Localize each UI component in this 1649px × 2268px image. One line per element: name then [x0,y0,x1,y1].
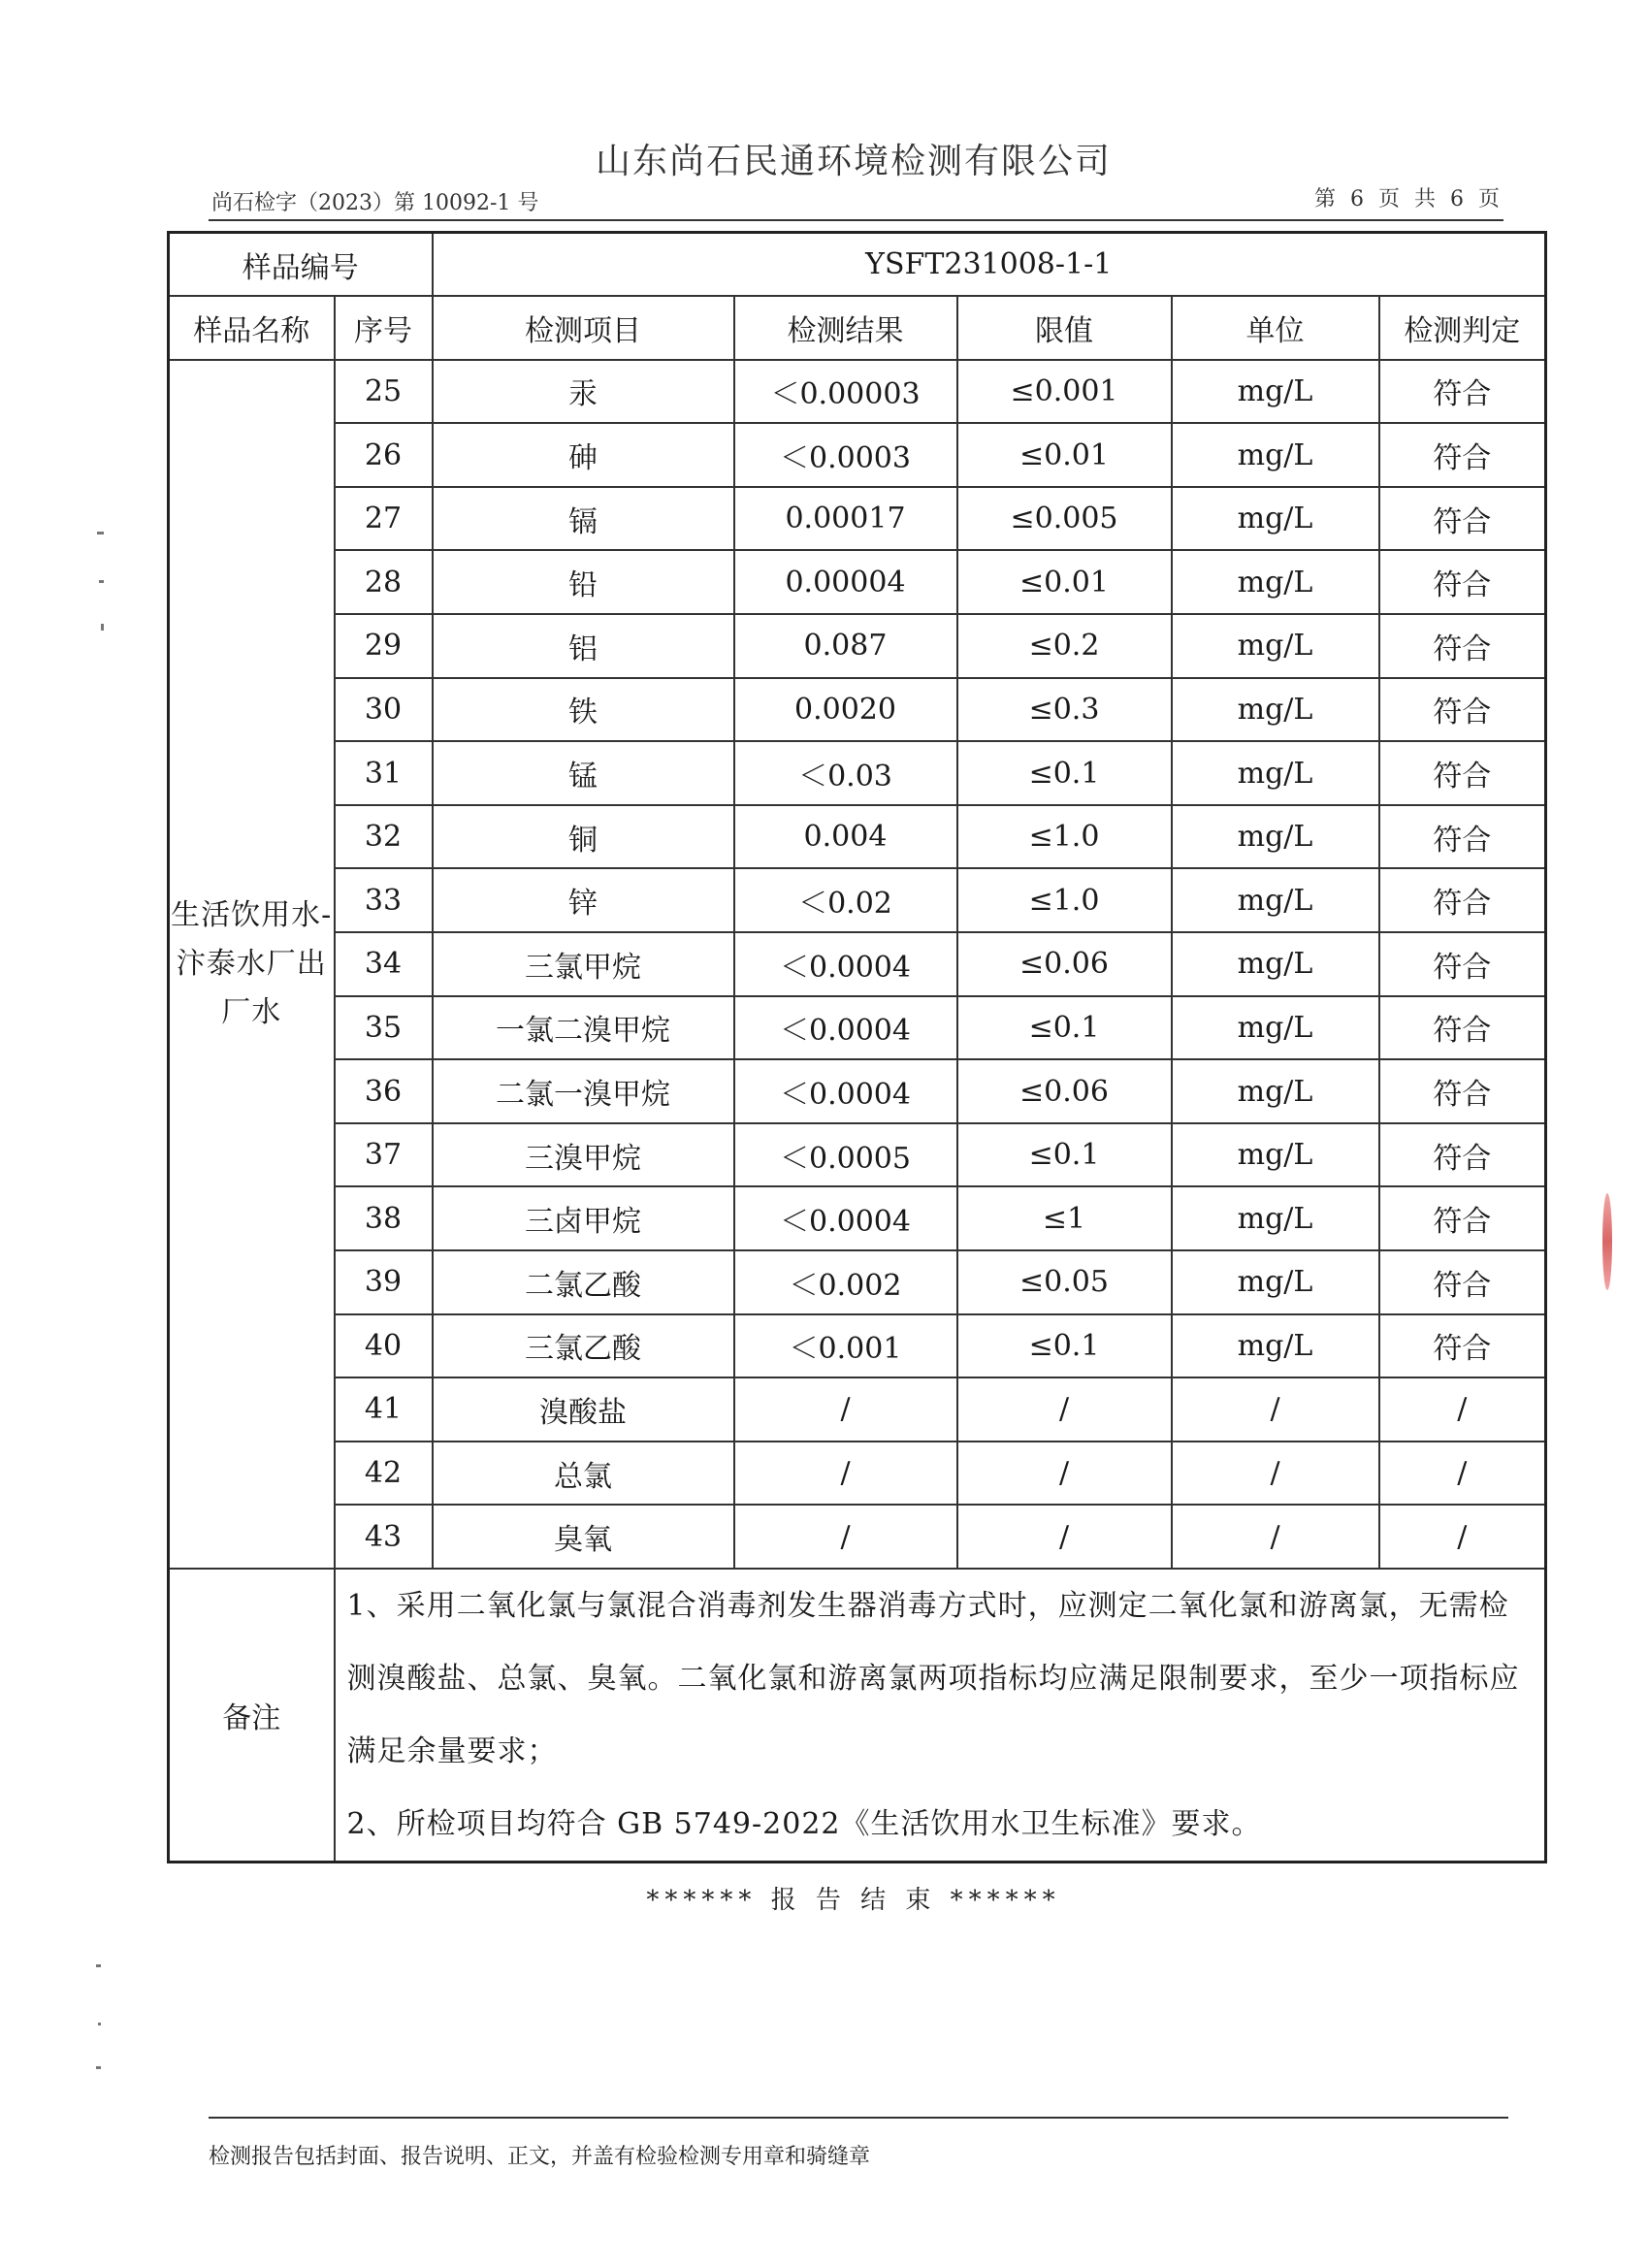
row-unit: mg/L [1172,678,1379,742]
table-row [169,487,1546,551]
footer-note: 检测报告包括封面、报告说明、正文，并盖有检验检测专用章和骑缝章 [209,2145,871,2169]
row-no: 41 [335,1377,433,1442]
row-judgement: 符合 [1379,614,1546,678]
row-limit: ≤1.0 [957,805,1172,869]
row-unit: mg/L [1172,1059,1379,1123]
table-row [169,1377,1546,1442]
row-no: 43 [335,1505,433,1569]
row-unit: mg/L [1172,360,1379,424]
row-judgement: 符合 [1379,423,1546,487]
row-judgement: / [1379,1442,1546,1506]
row-unit: / [1172,1442,1379,1506]
row-item: 三溴甲烷 [433,1123,734,1187]
header-divider [209,219,1504,221]
row-item: 三氯乙酸 [433,1314,734,1378]
row-limit: ≤0.1 [957,996,1172,1060]
row-result: ＜0.02 [734,868,957,932]
row-result: 0.004 [734,805,957,869]
table-row [169,996,1546,1060]
table-row [169,550,1546,614]
notes-row [169,1569,1546,1863]
row-no: 30 [335,678,433,742]
col-header-item: 检测项目 [433,296,734,360]
column-header-row [169,296,1546,360]
row-limit: ≤0.06 [957,932,1172,996]
col-header-judgement: 检测判定 [1379,296,1546,360]
table-row [169,423,1546,487]
row-unit: mg/L [1172,1314,1379,1378]
row-judgement: 符合 [1379,868,1546,932]
scan-mark [101,624,104,631]
seal-stamp-edge [1602,1193,1612,1290]
scan-mark [96,2066,101,2069]
row-unit: / [1172,1377,1379,1442]
row-judgement: / [1379,1377,1546,1442]
page-indicator: 第 6 页 共 6 页 [1314,187,1504,211]
row-unit: mg/L [1172,741,1379,805]
row-no: 25 [335,360,433,424]
col-header-limit: 限值 [957,296,1172,360]
table-row [169,614,1546,678]
sample-no-value: YSFT231008-1-1 [433,233,1546,297]
row-unit: mg/L [1172,1123,1379,1187]
row-no: 38 [335,1186,433,1250]
table-row [169,360,1546,424]
row-limit: ≤0.2 [957,614,1172,678]
row-result: ＜0.0005 [734,1123,957,1187]
row-no: 39 [335,1250,433,1314]
row-judgement: 符合 [1379,1186,1546,1250]
table-row [169,1314,1546,1378]
table-row [169,741,1546,805]
row-no: 36 [335,1059,433,1123]
row-result: ＜0.001 [734,1314,957,1378]
row-result: 0.00004 [734,550,957,614]
note-item: 1、采用二氧化氯与氯混合消毒剂发生器消毒方式时，应测定二氧化氯和游离氯，无需检测溴酸盐、总氯、臭氧。二氧化氯和游离氯两项指标均应满足限制要求，至少一项指标应满足余量要求； [346,1588,1520,1768]
row-no: 35 [335,996,433,1060]
row-result: ＜0.0004 [734,1186,957,1250]
row-item: 二氯乙酸 [433,1250,734,1314]
table-row [169,932,1546,996]
row-item: 二氯一溴甲烷 [433,1059,734,1123]
table-row [169,868,1546,932]
table-row [169,805,1546,869]
row-unit: mg/L [1172,868,1379,932]
row-no: 40 [335,1314,433,1378]
row-judgement: 符合 [1379,487,1546,551]
row-no: 26 [335,423,433,487]
row-judgement: 符合 [1379,678,1546,742]
row-unit: / [1172,1505,1379,1569]
row-judgement: 符合 [1379,1314,1546,1378]
row-unit: mg/L [1172,550,1379,614]
row-unit: mg/L [1172,423,1379,487]
notes-content [335,1569,1546,1863]
row-item: 汞 [433,360,734,424]
note-item: 2、所检项目均符合 GB 5749-2022《生活饮用水卫生标准》要求。 [346,1806,1262,1841]
row-limit: ≤0.06 [957,1059,1172,1123]
table-row [169,1059,1546,1123]
row-limit: ≤1.0 [957,868,1172,932]
row-result: ＜0.0003 [734,423,957,487]
row-result: 0.087 [734,614,957,678]
row-item: 总氯 [433,1442,734,1506]
row-no: 33 [335,868,433,932]
notes-label: 备注 [169,1569,335,1863]
table-row [169,1442,1546,1506]
row-result: 0.00017 [734,487,957,551]
row-judgement: 符合 [1379,932,1546,996]
row-result: 0.0020 [734,678,957,742]
row-judgement: / [1379,1505,1546,1569]
row-judgement: 符合 [1379,741,1546,805]
row-result: / [734,1442,957,1506]
row-no: 34 [335,932,433,996]
row-item: 锰 [433,741,734,805]
row-unit: mg/L [1172,1250,1379,1314]
row-item: 三卤甲烷 [433,1186,734,1250]
col-header-result: 检测结果 [734,296,957,360]
row-judgement: 符合 [1379,805,1546,869]
row-no: 32 [335,805,433,869]
col-header-unit: 单位 [1172,296,1379,360]
row-no: 31 [335,741,433,805]
footer-divider [209,2117,1508,2119]
row-limit: / [957,1442,1172,1506]
table-row [169,1186,1546,1250]
scan-mark [99,580,104,583]
row-unit: mg/L [1172,487,1379,551]
row-limit: ≤0.001 [957,360,1172,424]
scan-mark [97,532,104,535]
row-item: 铁 [433,678,734,742]
row-unit: mg/L [1172,805,1379,869]
row-item: 铅 [433,550,734,614]
row-judgement: 符合 [1379,1059,1546,1123]
row-judgement: 符合 [1379,550,1546,614]
row-no: 28 [335,550,433,614]
row-limit: ≤0.1 [957,741,1172,805]
row-item: 铝 [433,614,734,678]
row-limit: / [957,1377,1172,1442]
table-row [169,1250,1546,1314]
row-result: ＜0.00003 [734,360,957,424]
table-row [169,1505,1546,1569]
row-limit: ≤0.01 [957,423,1172,487]
report-number: 尚石检字（2023）第 10092-1 号 [211,191,539,215]
row-limit: ≤0.1 [957,1123,1172,1187]
row-item: 臭氧 [433,1505,734,1569]
sample-no-label: 样品编号 [169,233,433,297]
row-item: 一氯二溴甲烷 [433,996,734,1060]
row-judgement: 符合 [1379,996,1546,1060]
row-result: ＜0.0004 [734,996,957,1060]
row-limit: ≤0.005 [957,487,1172,551]
row-result: / [734,1377,957,1442]
row-item: 锌 [433,868,734,932]
row-result: ＜0.03 [734,741,957,805]
scan-mark [98,2023,101,2025]
row-item: 砷 [433,423,734,487]
row-item: 铜 [433,805,734,869]
sample-no-row [169,233,1546,297]
test-results-table [167,231,1547,1863]
row-item: 三氯甲烷 [433,932,734,996]
row-limit: ≤0.1 [957,1314,1172,1378]
sample-name-cell: 生活饮用水-汴泰水厂出厂水 [169,360,335,1569]
row-unit: mg/L [1172,614,1379,678]
row-item: 溴酸盐 [433,1377,734,1442]
row-limit: ≤0.3 [957,678,1172,742]
row-judgement: 符合 [1379,1250,1546,1314]
row-unit: mg/L [1172,1186,1379,1250]
table-row [169,1123,1546,1187]
row-limit: / [957,1505,1172,1569]
row-item: 镉 [433,487,734,551]
row-judgement: 符合 [1379,1123,1546,1187]
row-no: 29 [335,614,433,678]
col-header-sample-name: 样品名称 [169,296,335,360]
row-no: 42 [335,1442,433,1506]
table-row [169,678,1546,742]
row-limit: ≤0.05 [957,1250,1172,1314]
row-unit: mg/L [1172,932,1379,996]
row-limit: ≤1 [957,1186,1172,1250]
row-result: ＜0.0004 [734,1059,957,1123]
scan-mark [96,1964,101,1967]
row-limit: ≤0.01 [957,550,1172,614]
row-no: 37 [335,1123,433,1187]
col-header-no: 序号 [335,296,433,360]
row-no: 27 [335,487,433,551]
report-end-mark: ****** 报 告 结 束 ****** [646,1886,1061,1915]
row-unit: mg/L [1172,996,1379,1060]
row-result: ＜0.0004 [734,932,957,996]
row-result: ＜0.002 [734,1250,957,1314]
company-name: 山东尚石民通环境检测有限公司 [595,142,1112,181]
row-result: / [734,1505,957,1569]
row-judgement: 符合 [1379,360,1546,424]
